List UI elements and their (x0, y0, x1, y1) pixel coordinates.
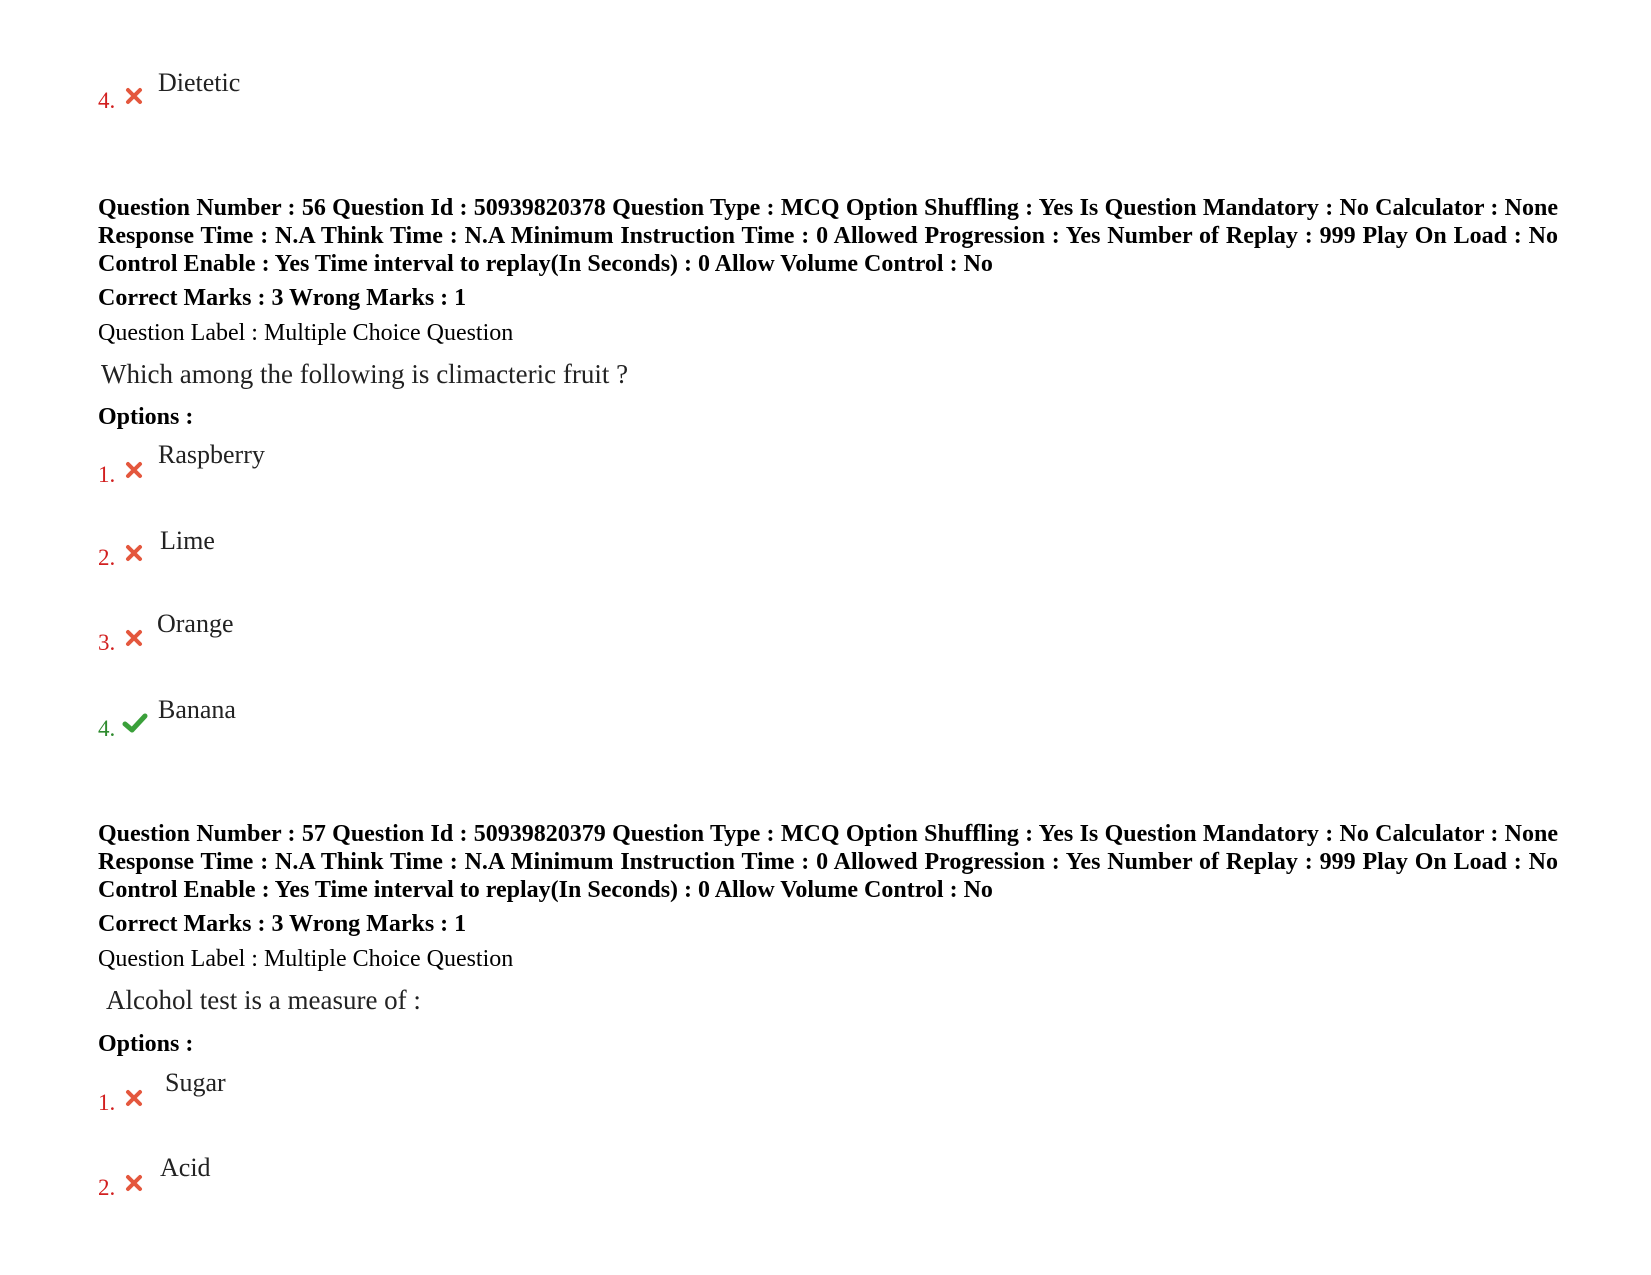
question-label: Question Label : Multiple Choice Question (98, 946, 514, 972)
option-number: 2. (98, 545, 116, 570)
option-text: Dietetic (158, 68, 241, 97)
option-number: 1. (98, 462, 116, 487)
option-number: 3. (98, 630, 116, 655)
cross-icon (124, 1088, 144, 1108)
option-number: 2. (98, 1175, 116, 1200)
cross-icon (124, 1173, 144, 1193)
question-label: Question Label : Multiple Choice Question (98, 320, 514, 346)
option-text: Acid (160, 1153, 211, 1182)
question-marks: Correct Marks : 3 Wrong Marks : 1 (98, 285, 467, 311)
option-number: 4. (98, 716, 116, 741)
option-text: Orange (157, 609, 234, 638)
options-heading: Options : (98, 1031, 194, 1057)
option-number: 4. (98, 88, 116, 113)
question-meta: Question Number : 57 Question Id : 50939820379 Question Type : MCQ Option Shuffling : Yes Is Question Mandatory : No Calculator : None Response Time : N.A Think Time : N.A Minimum Instruction Time : 0 Allowed Progression : Yes Number of Replay : 999 Play On Load : No Control Enable : Yes Time interval to replay(In Seconds) : 0 Allow Volume Control : No (98, 821, 1558, 903)
question-text: Which among the following is climacteric fruit ? (101, 359, 629, 389)
cross-icon (124, 86, 144, 106)
option-text: Sugar (165, 1068, 226, 1097)
cross-icon (124, 543, 144, 563)
question-meta: Question Number : 56 Question Id : 50939820378 Question Type : MCQ Option Shuffling : Yes Is Question Mandatory : No Calculator : None Response Time : N.A Think Time : N.A Minimum Instruction Time : 0 Allowed Progression : Yes Number of Replay : 999 Play On Load : No Control Enable : Yes Time interval to replay(In Seconds) : 0 Allow Volume Control : No (98, 195, 1558, 277)
option-text: Lime (160, 526, 215, 555)
option-text: Raspberry (158, 440, 265, 469)
option-text: Banana (158, 695, 236, 724)
check-icon (122, 712, 148, 734)
question-text: Alcohol test is a measure of : (106, 985, 421, 1015)
cross-icon (124, 628, 144, 648)
cross-icon (124, 460, 144, 480)
options-heading: Options : (98, 404, 194, 430)
option-number: 1. (98, 1090, 116, 1115)
question-marks: Correct Marks : 3 Wrong Marks : 1 (98, 911, 467, 937)
